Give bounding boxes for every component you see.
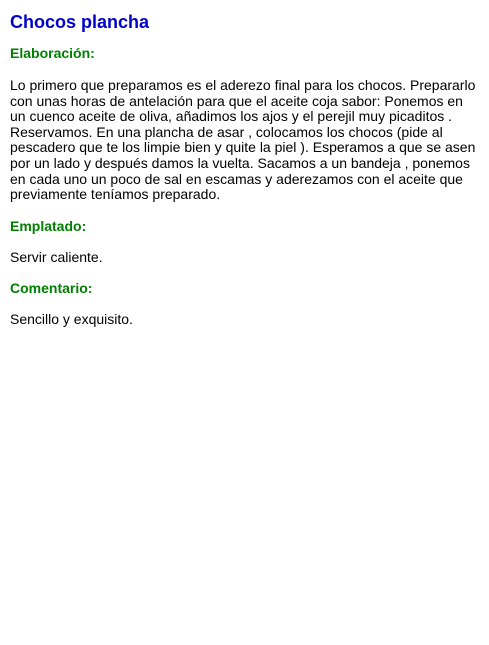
section-text-elaboracion: Lo primero que preparamos es el aderezo final para los chocos. Prepararlo con unas horas de antelación para que el aceite coja sabor: Ponemos en un cuenco aceite de oliva, añadimos los ajos y el perejil muy picaditos . Reservamos. En una plancha de asar , colocamos los chocos (pide al pescadero que te los limpie bien y quite la piel ). Esperamos a que se asen por un lado y después damos la vuelta. Sacamos a un bandeja , ponemos en cada uno un poco de sal en escamas y aderezamos con el aceite que previamente teníamos preparado.: [10, 77, 476, 203]
section-text-comentario: Sencillo y exquisito.: [10, 311, 133, 328]
section-text-emplatado: Servir caliente.: [10, 248, 103, 265]
recipe-title: Chocos plancha: [10, 12, 150, 32]
section-comentario: [10, 279, 477, 328]
section-emplatado: [10, 217, 477, 266]
section-heading-elaboracion: Elaboración:: [10, 45, 95, 61]
section-heading-comentario: Comentario:: [10, 280, 93, 297]
section-elaboracion: [10, 44, 477, 203]
section-heading-emplatado: Emplatado:: [10, 217, 87, 234]
